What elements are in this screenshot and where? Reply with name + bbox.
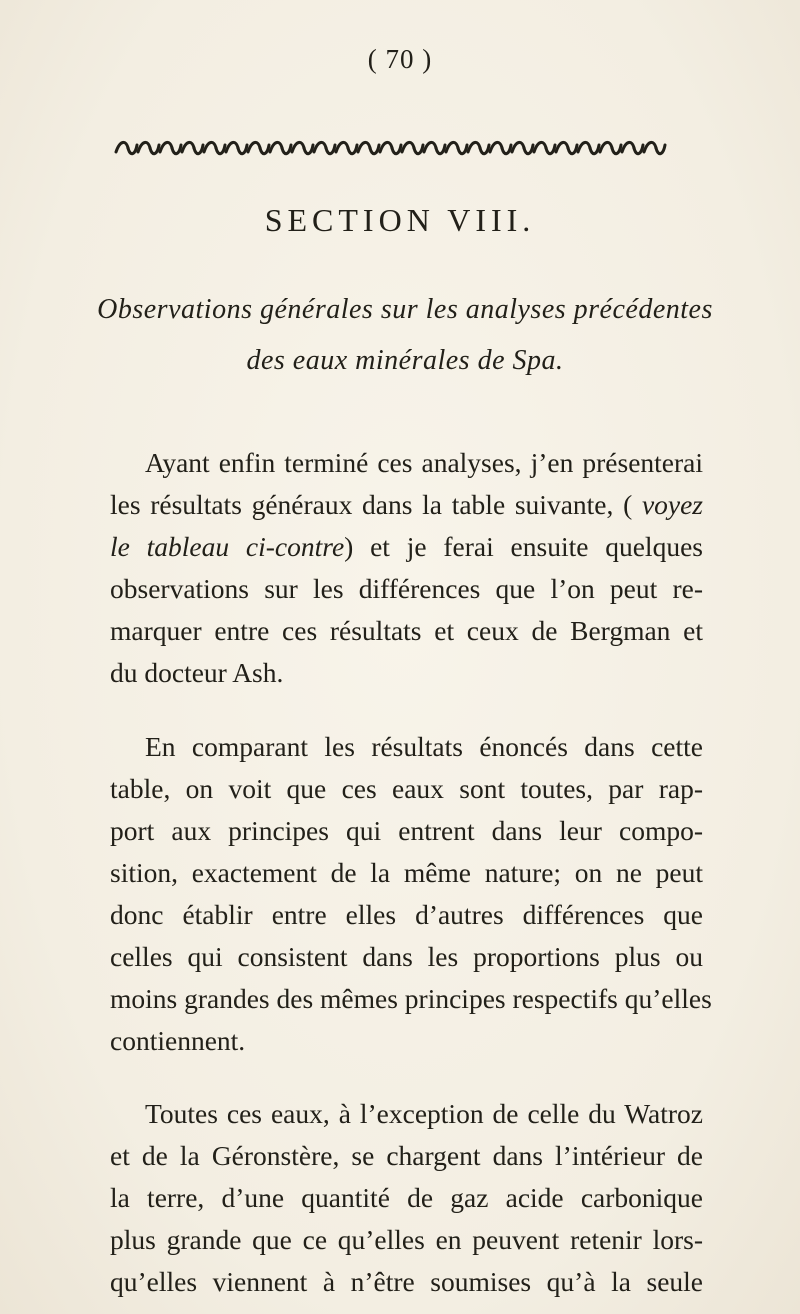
ornament-dot-icon [654, 146, 657, 149]
ornament-dot-icon [346, 146, 349, 149]
paragraph-1-line-3-text: ) et je ferai ensuite quelques [344, 531, 703, 562]
ornament-dot-icon [610, 146, 613, 149]
paragraph-2-line-6: celles qui consistent dans les proportions plus ou [110, 941, 703, 972]
section-title: SECTION VIII. [264, 202, 536, 238]
ornament-dot-icon [632, 146, 635, 149]
paragraph-1-italic-tableau: le tableau ci-contre [110, 531, 345, 562]
paragraph-2-line-5: donc établir entre elles d’autres différences que [110, 899, 703, 930]
ornament-dot-icon [368, 146, 371, 149]
ornament-dot-icon [390, 146, 393, 149]
paragraph-2-line-4: sition, exactement de la même nature; on ne peut [110, 857, 703, 888]
ornament-dot-icon [456, 146, 459, 149]
paragraph-2-line-3: port aux principes qui entrent dans leur compo- [110, 815, 703, 846]
ornament-dot-icon [302, 146, 305, 149]
ornament-dot-icon [544, 146, 547, 149]
paragraph-3-line-3: la terre, d’une quantité de gaz acide carbonique [110, 1182, 703, 1213]
paragraph-1-line-5: marquer entre ces résultats et ceux de Bergman et [110, 615, 703, 646]
ornament-dot-icon [434, 146, 437, 149]
ornament-dot-icon [214, 146, 217, 149]
paragraph-1-line-6: du docteur Ash. [110, 657, 284, 688]
paragraph-3-line-5: qu’elles viennent à n’être soumises qu’à la seule [110, 1266, 703, 1297]
ornament-dot-icon [566, 146, 569, 149]
paragraph-2-line-7: moins grandes des mêmes principes respectifs qu’elles [110, 983, 712, 1014]
ornament-dot-icon [500, 146, 503, 149]
ornament-dot-icon [478, 146, 481, 149]
ornament-dot-icon [588, 146, 591, 149]
ornament-dot-icon [170, 146, 173, 149]
ornament-dot-icon [148, 146, 151, 149]
paragraph-1-line-1: Ayant enfin terminé ces analyses, j’en présenterai [145, 447, 703, 478]
paragraph-3-line-4: plus grande que ce qu’elles en peuvent retenir lors- [110, 1224, 703, 1255]
ornament-dot-icon [192, 146, 195, 149]
page-number: ( 70 ) [367, 44, 433, 74]
paragraph-1-line-3 [110, 531, 703, 563]
ornament-dot-icon [280, 146, 283, 149]
ornament-dot-icon [324, 146, 327, 149]
paragraph-1-line-2-text: les résultats généraux dans la table suivante, ( [110, 489, 633, 520]
paragraph-2-line-1: En comparant les résultats énoncés dans cette [145, 731, 703, 762]
decorative-rule-icon [114, 136, 684, 160]
paragraph-3-line-1: Toutes ces eaux, à l’exception de celle du Watroz [145, 1098, 703, 1129]
subtitle-line-1: Observations générales sur les analyses précédentes [97, 294, 713, 325]
ornament-dot-icon [412, 146, 415, 149]
paragraph-2-line-8: contiennent. [110, 1025, 246, 1056]
paragraph-1-line-4: observations sur les différences que l’on peut re- [110, 573, 703, 604]
paragraph-1-italic-voyez: voyez [641, 489, 704, 520]
paragraph-1-line-2 [110, 489, 703, 521]
paragraph-2-line-2: table, on voit que ces eaux sont toutes, par rap- [110, 773, 703, 804]
ornament-dot-icon [126, 146, 129, 149]
ornament-dot-icon [522, 146, 525, 149]
ornament-dot-icon [236, 146, 239, 149]
ornament-dot-icon [258, 146, 261, 149]
paragraph-3-line-2: et de la Géronstère, se chargent dans l’intérieur de [110, 1140, 703, 1171]
subtitle-line-2: des eaux minérales de Spa. [246, 345, 564, 376]
